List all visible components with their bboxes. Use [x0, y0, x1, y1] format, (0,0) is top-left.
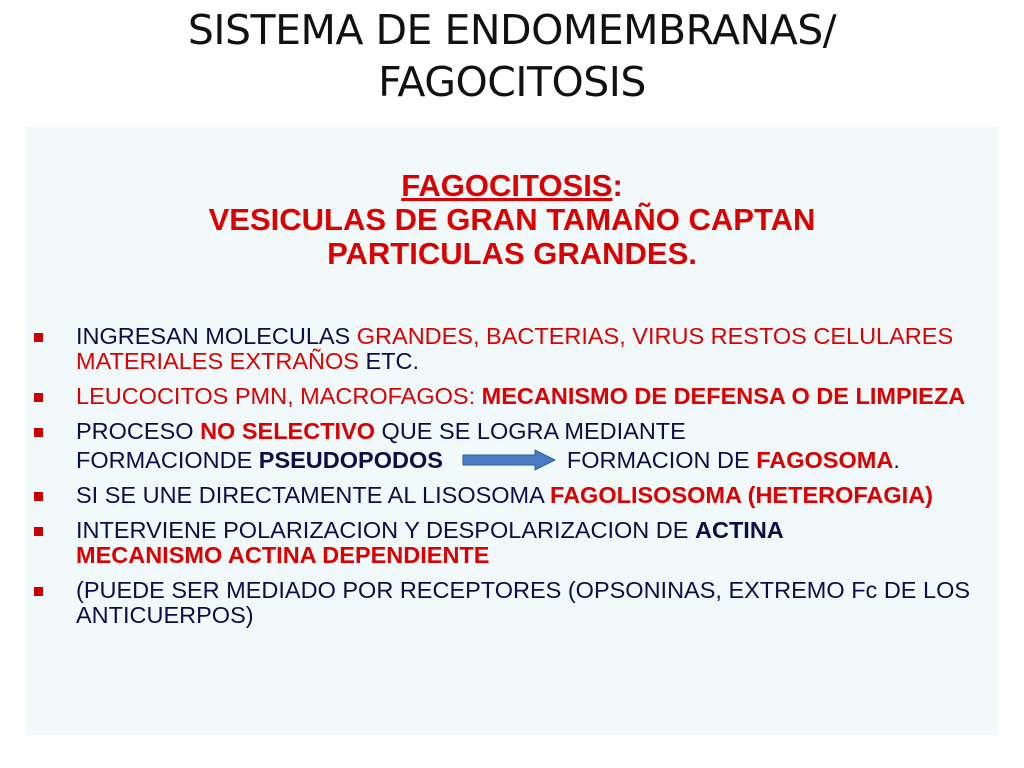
- bullet-text-red: LEUCOCITOS PMN, MACROFAGOS:: [76, 383, 482, 409]
- bullet-item-proceso: [34, 419, 984, 444]
- bullet-text: (PUEDE SER MEDIADO POR RECEPTORES (OPSONINAS, EXTREMO Fc DE LOS ANTICUERPOS): [76, 577, 971, 628]
- bullet-text-bold-red: MECANISMO ACTINA DEPENDIENTE: [76, 542, 490, 568]
- bullet-text: QUE SE LOGRA MEDIANTE: [375, 418, 686, 444]
- bullet-item-lisosoma: [34, 483, 984, 508]
- bullet-item-actina: [34, 518, 984, 568]
- heading-line-3: PARTICULAS GRANDES.: [327, 236, 697, 271]
- bullet-text-bold: ACTINA: [695, 517, 784, 543]
- heading-term-line: [26, 169, 998, 203]
- bullet-text-bold-red: NO SELECTIVO: [200, 418, 376, 444]
- title-line-2: FAGOCITOSIS: [378, 58, 646, 106]
- bullet-item-leucocitos: [34, 384, 984, 409]
- bullet-square-icon: [34, 587, 43, 596]
- bullet-text-red: GRANDES, BACTERIAS, VIRUS RESTOS CELULARES MATERIALES EXTRAÑOS: [76, 323, 954, 374]
- bullet-text-bold-red: FAGOSOMA: [756, 447, 894, 473]
- bullet-item-receptores: [34, 578, 984, 628]
- bullet-text: FORMACIONDE: [76, 447, 259, 473]
- bullet-list: [34, 324, 984, 638]
- bullet-square-icon: [34, 393, 43, 402]
- title-line-1: SISTEMA DE ENDOMEMBRANAS/: [187, 6, 837, 54]
- bullet-square-icon: [34, 333, 43, 342]
- bullet-square-icon: [34, 527, 43, 536]
- bullet-continuation: [34, 448, 984, 473]
- bullet-text-bold-red: MECANISMO DE DEFENSA O DE LIMPIEZA: [481, 383, 966, 409]
- bullet-text: FORMACION DE: [566, 447, 757, 473]
- content-box: [26, 127, 998, 735]
- bullet-square-icon: [34, 428, 43, 437]
- slide-title: [0, 4, 1024, 108]
- bullet-text: SI SE UNE DIRECTAMENTE AL LISOSOMA: [76, 482, 551, 508]
- bullet-text: .: [893, 447, 900, 473]
- bullet-text: ETC.: [365, 348, 419, 374]
- bullet-text: PROCESO: [76, 418, 201, 444]
- heading-colon: :: [612, 168, 623, 203]
- bullet-text: INTERVIENE POLARIZACION Y DESPOLARIZACION DE: [76, 517, 695, 543]
- heading-line-2: VESICULAS DE GRAN TAMAÑO CAPTAN: [208, 202, 816, 237]
- section-heading: [26, 169, 998, 271]
- bullet-item-ingresan: [34, 324, 984, 374]
- bullet-text-bold-red: FAGOLISOSOMA (HETEROFAGIA): [550, 482, 933, 508]
- bullet-text: INGRESAN MOLECULAS: [76, 323, 357, 349]
- bullet-square-icon: [34, 492, 43, 501]
- right-arrow-icon: [461, 449, 557, 471]
- bullet-text-bold: PSEUDOPODOS: [258, 447, 443, 473]
- heading-term: FAGOCITOSIS: [401, 168, 613, 203]
